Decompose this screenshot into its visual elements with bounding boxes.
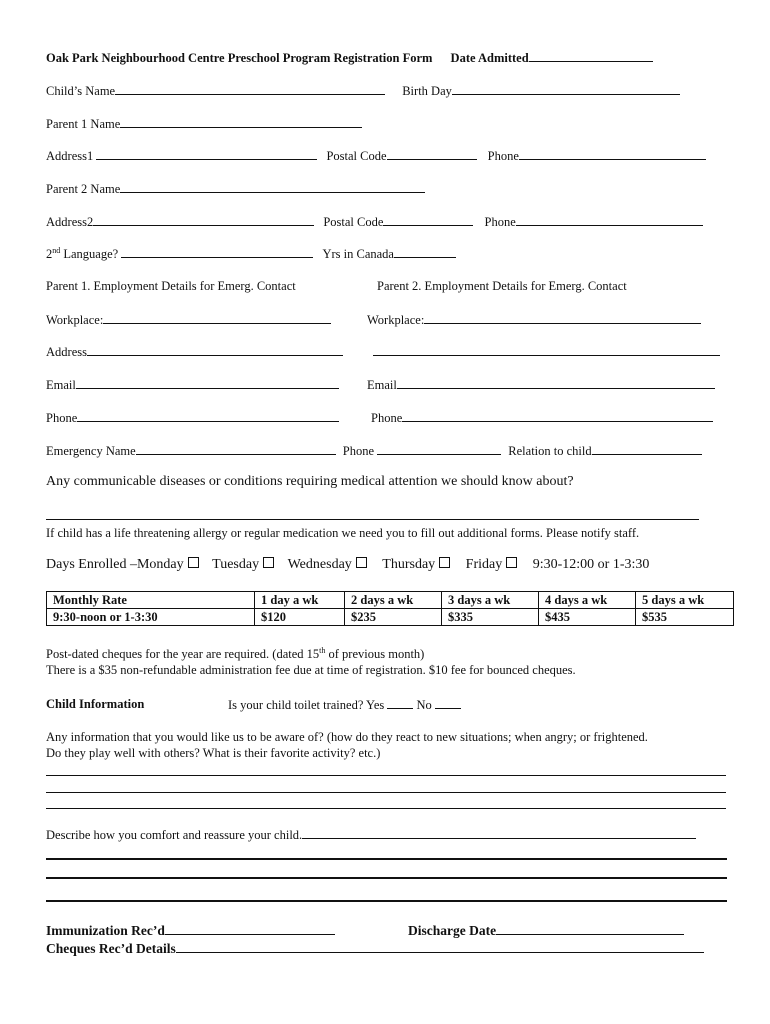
days-enrolled-monday-label: Days Enrolled –Monday <box>46 557 184 572</box>
parent1-emp-address-field[interactable] <box>87 343 343 356</box>
rate-cell: $335 <box>442 609 539 626</box>
days-enrolled-row <box>46 557 649 573</box>
yrs-canada-field[interactable] <box>394 245 456 258</box>
wednesday-checkbox[interactable] <box>356 557 367 568</box>
parent2-phone-field[interactable] <box>516 213 703 226</box>
post-dated-cheques-note: Post-dated cheques for the year are required. (dated 15th of previous month) <box>46 645 425 661</box>
emergency-name-label: Emergency Name <box>46 444 136 458</box>
friday-label: Friday <box>465 557 503 572</box>
emergency-phone-label: Phone <box>342 444 375 458</box>
emergency-name-field[interactable] <box>136 442 336 455</box>
medical-question: Any communicable diseases or conditions requiring medical attention we should know about? <box>46 474 574 489</box>
info-question-line2: Do they play well with others? What is their favorite activity? etc.) <box>46 746 381 760</box>
admin-fee-note: There is a $35 non-refundable administration fee due at time of registration. $10 fee for bounced cheques. <box>46 663 576 677</box>
parent1-employment-heading: Parent 1. Employment Details for Emerg. Contact <box>46 279 296 293</box>
medical-answer-line[interactable] <box>46 519 699 520</box>
immunization-row <box>46 922 335 939</box>
date-admitted-label: Date Admitted <box>450 51 529 65</box>
rate-value-row <box>47 609 734 626</box>
info-answer-line[interactable] <box>46 792 726 793</box>
parent1-phone-field[interactable] <box>519 147 706 160</box>
tuesday-checkbox[interactable] <box>263 557 274 568</box>
friday-checkbox[interactable] <box>506 557 517 568</box>
parent2-name-row <box>46 180 425 197</box>
comfort-label: Describe how you comfort and reassure your child. <box>46 828 303 842</box>
parent1-email-label: Email <box>46 378 76 392</box>
birth-day-field[interactable] <box>452 82 680 95</box>
form-title-row <box>46 49 653 66</box>
rate-header-row <box>47 592 734 609</box>
session-times: 9:30-12:00 or 1-3:30 <box>532 557 650 572</box>
parent1-emp-phone-label: Phone <box>46 411 78 425</box>
rate-cell: 9:30-noon or 1-3:30 <box>47 609 255 626</box>
date-admitted-field[interactable] <box>529 49 653 62</box>
comfort-field[interactable] <box>302 826 696 839</box>
parent2-emp-address-field[interactable] <box>373 343 720 356</box>
parent2-name-label: Parent 2 Name <box>46 182 121 196</box>
rate-header-cell: 1 day a wk <box>255 592 345 609</box>
discharge-date-field[interactable] <box>496 922 684 935</box>
monthly-rate-table <box>46 591 734 626</box>
parent2-email-row <box>367 376 715 393</box>
rate-cell: $120 <box>255 609 345 626</box>
child-name-label: Child’s Name <box>46 84 116 98</box>
comfort-answer-line[interactable] <box>46 877 727 879</box>
parent1-name-row <box>46 115 362 132</box>
second-language-field[interactable] <box>121 245 313 258</box>
parent2-address-label: Address2 <box>46 215 94 229</box>
parent1-address-field[interactable] <box>96 147 317 160</box>
parent2-address-field[interactable] <box>93 213 314 226</box>
rate-header-cell: 2 days a wk <box>345 592 442 609</box>
allergy-note: If child has a life threatening allergy or regular medication we need you to fill out additional forms. Please notify staff. <box>46 526 640 540</box>
toilet-no-label: No <box>416 698 432 712</box>
child-info-heading: Child Information <box>46 697 145 711</box>
parent2-phone-label: Phone <box>484 215 516 229</box>
parent1-name-label: Parent 1 Name <box>46 117 121 131</box>
parent1-emp-phone-row <box>46 409 339 426</box>
wednesday-label: Wednesday <box>287 557 352 572</box>
parent1-address-label: Address1 <box>46 149 94 163</box>
parent2-postal-label: Postal Code <box>323 215 384 229</box>
parent2-emp-phone-field[interactable] <box>402 409 713 422</box>
cheques-details-label: Cheques Rec’d Details <box>46 941 176 956</box>
parent1-postal-field[interactable] <box>387 147 477 160</box>
emergency-row <box>46 442 702 459</box>
rate-header-cell: 5 days a wk <box>636 592 734 609</box>
relation-label: Relation to child <box>508 444 592 458</box>
parent2-postal-field[interactable] <box>383 213 473 226</box>
parent1-workplace-field[interactable] <box>103 311 331 324</box>
toilet-trained-row <box>228 696 461 713</box>
tuesday-label: Tuesday <box>212 557 260 572</box>
form-title: Oak Park Neighbourhood Centre Preschool Program Registration Form <box>46 51 433 65</box>
parent2-workplace-row <box>367 311 701 328</box>
info-answer-line[interactable] <box>46 808 726 809</box>
parent1-emp-address-label: Address <box>46 345 87 359</box>
thursday-checkbox[interactable] <box>439 557 450 568</box>
language-row <box>46 245 456 262</box>
info-question-line1: Any information that you would like us to be aware of? (how do they react to new situations; when angry; or frightened. <box>46 730 648 744</box>
rate-cell: $235 <box>345 609 442 626</box>
parent1-email-field[interactable] <box>76 376 339 389</box>
rate-header-cell: Monthly Rate <box>47 592 255 609</box>
parent2-emp-phone-label: Phone <box>371 411 403 425</box>
thursday-label: Thursday <box>382 557 436 572</box>
parent1-workplace-label: Workplace: <box>46 313 104 327</box>
parent2-address-row <box>46 213 703 230</box>
parent2-workplace-field[interactable] <box>424 311 701 324</box>
discharge-row <box>408 922 684 939</box>
monday-checkbox[interactable] <box>188 557 199 568</box>
parent2-employment-heading: Parent 2. Employment Details for Emerg. Contact <box>377 279 627 293</box>
parent2-emp-phone-row <box>371 409 713 426</box>
info-answer-line[interactable] <box>46 775 726 776</box>
cheques-row <box>46 940 704 957</box>
parent1-address-row <box>46 147 706 164</box>
rate-header-cell: 4 days a wk <box>539 592 636 609</box>
toilet-no-field[interactable] <box>435 696 461 709</box>
comfort-row <box>46 826 696 843</box>
parent1-email-row <box>46 376 339 393</box>
child-name-row <box>46 82 680 99</box>
yrs-canada-label: Yrs in Canada <box>322 247 394 261</box>
rate-cell: $435 <box>539 609 636 626</box>
cheques-details-field[interactable] <box>176 940 704 953</box>
parent1-name-field[interactable] <box>120 115 362 128</box>
rate-header-cell: 3 days a wk <box>442 592 539 609</box>
parent1-phone-label: Phone <box>487 149 519 163</box>
parent1-emp-address-row <box>46 343 343 360</box>
second-language-label: 2nd Language? <box>46 245 119 261</box>
birth-day-label: Birth Day <box>402 84 452 98</box>
parent1-emp-phone-field[interactable] <box>77 409 339 422</box>
toilet-trained-yes-label: Is your child toilet trained? Yes <box>228 698 385 712</box>
rate-cell: $535 <box>636 609 734 626</box>
parent2-emp-address-row <box>373 343 720 360</box>
toilet-yes-field[interactable] <box>387 696 413 709</box>
parent1-postal-label: Postal Code <box>326 149 387 163</box>
emergency-phone-field[interactable] <box>377 442 501 455</box>
comfort-answer-line[interactable] <box>46 900 727 902</box>
relation-field[interactable] <box>592 442 702 455</box>
parent2-email-field[interactable] <box>397 376 715 389</box>
comfort-answer-line[interactable] <box>46 858 727 860</box>
immunization-field[interactable] <box>165 922 335 935</box>
discharge-date-label: Discharge Date <box>408 923 497 938</box>
parent2-workplace-label: Workplace: <box>367 313 425 327</box>
parent2-email-label: Email <box>367 378 397 392</box>
child-name-field[interactable] <box>115 82 385 95</box>
immunization-label: Immunization Rec’d <box>46 923 165 938</box>
parent2-name-field[interactable] <box>120 180 425 193</box>
parent1-workplace-row <box>46 311 331 328</box>
